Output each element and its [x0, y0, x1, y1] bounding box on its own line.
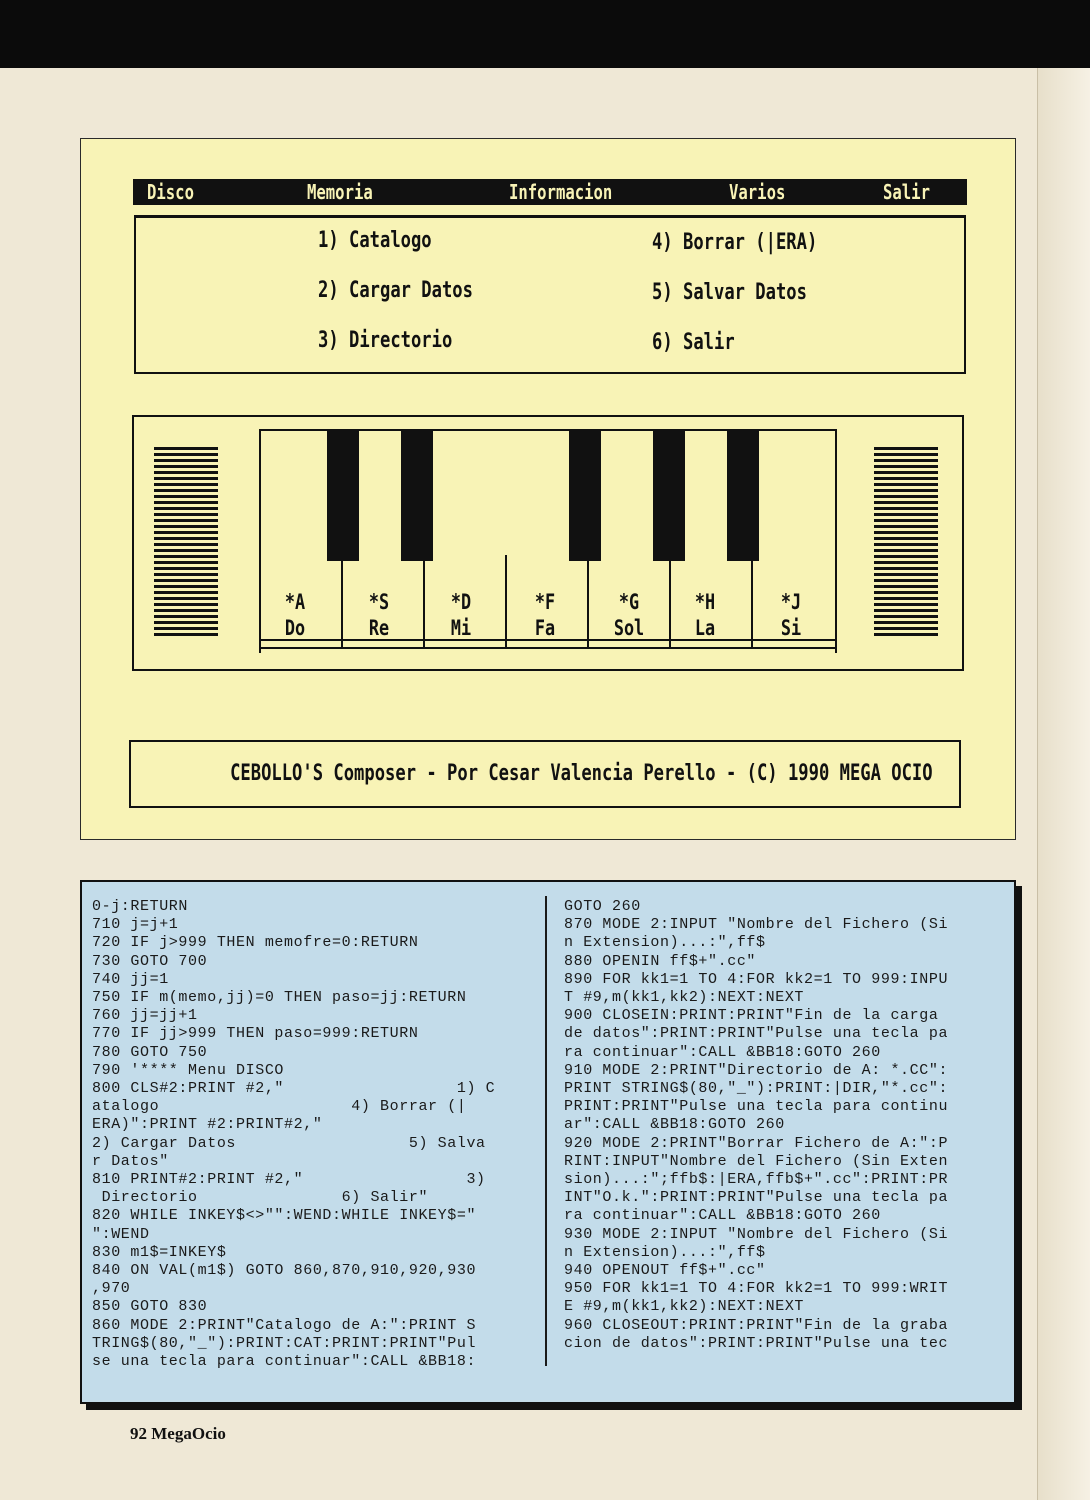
credit-panel	[129, 740, 961, 808]
white-key-divider	[505, 555, 507, 647]
code-line: 840 ON VAL(m1$) GOTO 860,870,910,920,930	[92, 1262, 477, 1280]
code-line: ar":CALL &BB18:GOTO 260	[564, 1116, 785, 1134]
code-line: INT"O.k.":PRINT:PRINT"Pulse una tecla pa	[564, 1189, 949, 1207]
menu-memoria[interactable]: Memoria	[307, 180, 373, 204]
next-page-edge	[1037, 68, 1090, 1500]
menu-item-salvar-datos[interactable]: 5) Salvar Datos	[652, 280, 807, 305]
black-key-asharp[interactable]	[727, 431, 759, 561]
key-note: Mi	[450, 616, 472, 640]
key-shortcut: *S	[368, 590, 390, 614]
code-line: 750 IF m(memo,jj)=0 THEN paso=jj:RETURN	[92, 989, 467, 1007]
code-line: 870 MODE 2:INPUT "Nombre del Fichero (Si	[564, 916, 949, 934]
code-line: TRING$(80,"_"):PRINT:CAT:PRINT:PRINT"Pul	[92, 1334, 477, 1352]
white-key-divider	[341, 555, 343, 647]
code-line: 2) Cargar Datos 5) Salva	[92, 1134, 486, 1152]
code-line: 900 CLOSEIN:PRINT:PRINT"Fin de la carga	[564, 1007, 939, 1025]
key-shortcut: *J	[780, 590, 802, 614]
code-line: n Extension)...:",ff$	[564, 934, 766, 952]
piano-keyboard	[259, 429, 837, 653]
code-line: 780 GOTO 750	[92, 1043, 208, 1061]
listing-right-column	[564, 898, 948, 1353]
code-line: RINT:INPUT"Nombre del Fichero (Sin Exten	[564, 1152, 949, 1170]
key-shortcut: *F	[534, 590, 556, 614]
code-line: 850 GOTO 830	[92, 1298, 208, 1316]
code-line: 730 GOTO 700	[92, 952, 208, 970]
code-line: 740 jj=1	[92, 970, 169, 988]
left-level-meter	[154, 447, 218, 639]
key-note: Fa	[534, 616, 556, 640]
code-line: de datos":PRINT:PRINT"Pulse una tecla pa	[564, 1025, 949, 1043]
code-line: r Datos"	[92, 1152, 169, 1170]
code-line: 0-j:RETURN	[92, 898, 189, 915]
black-key-gsharp[interactable]	[653, 431, 685, 561]
black-key-fsharp[interactable]	[569, 431, 601, 561]
code-line: ,970	[92, 1280, 131, 1298]
key-shortcut: *G	[618, 590, 640, 614]
white-key-si[interactable]	[767, 589, 815, 641]
white-key-divider	[423, 555, 425, 647]
key-shortcut: *D	[450, 590, 472, 614]
code-line: 920 MODE 2:PRINT"Borrar Fichero de A:":P	[564, 1134, 949, 1152]
menu-item-catalogo[interactable]: 1) Catalogo	[318, 228, 432, 253]
white-key-divider	[751, 555, 753, 647]
menu-varios[interactable]: Varios	[729, 180, 786, 204]
code-line: 770 IF jj>999 THEN paso=999:RETURN	[92, 1025, 419, 1043]
code-line: ":WEND	[92, 1225, 150, 1243]
white-key-fa[interactable]	[521, 589, 569, 641]
menu-item-borrar[interactable]: 4) Borrar (|ERA)	[652, 230, 818, 255]
code-line: PRINT:PRINT"Pulse una tecla para continu	[564, 1098, 949, 1116]
menu-disco[interactable]: Disco	[147, 180, 194, 204]
code-line: sion)...:";ffb$:|ERA,ffb$+".cc":PRINT:PR	[564, 1171, 949, 1189]
code-line: n Extension)...:",ff$	[564, 1243, 766, 1261]
code-line: atalogo 4) Borrar (|	[92, 1098, 467, 1116]
code-line: 760 jj=jj+1	[92, 1007, 198, 1025]
code-line: Directorio 6) Salir"	[92, 1189, 429, 1207]
code-line: ra continuar":CALL &BB18:GOTO 260	[564, 1207, 881, 1225]
code-line: 890 FOR kk1=1 TO 4:FOR kk2=1 TO 999:INPU	[564, 970, 949, 988]
key-note: Sol	[613, 616, 645, 640]
key-shortcut: *A	[284, 590, 306, 614]
code-line: 860 MODE 2:PRINT"Catalogo de A:":PRINT S	[92, 1316, 477, 1334]
white-key-mi[interactable]	[437, 589, 485, 641]
listing-left-column	[92, 898, 495, 1371]
code-line: 720 IF j>999 THEN memofre=0:RETURN	[92, 934, 419, 952]
column-divider	[545, 896, 547, 1366]
disco-menu-panel	[134, 215, 966, 374]
code-line: 800 CLS#2:PRINT #2," 1) C	[92, 1080, 496, 1098]
code-line: 790 '**** Menu DISCO	[92, 1061, 285, 1079]
menu-bar	[133, 179, 967, 205]
code-line: E #9,m(kk1,kk2):NEXT:NEXT	[564, 1298, 805, 1316]
white-key-re[interactable]	[355, 589, 403, 641]
code-line: 810 PRINT#2:PRINT #2," 3)	[92, 1171, 486, 1189]
piano-panel	[132, 415, 964, 671]
white-key-do[interactable]	[271, 589, 319, 641]
code-line: se una tecla para continuar":CALL &BB18:	[92, 1353, 477, 1371]
keyboard-baseline-2	[261, 647, 835, 649]
code-line: 910 MODE 2:PRINT"Directorio de A: *.CC":	[564, 1061, 949, 1079]
code-line: 710 j=j+1	[92, 916, 179, 934]
white-key-divider	[669, 555, 671, 647]
code-line: 960 CLOSEOUT:PRINT:PRINT"Fin de la graba	[564, 1316, 949, 1334]
menu-item-cargar-datos[interactable]: 2) Cargar Datos	[318, 278, 473, 303]
menu-informacion[interactable]: Informacion	[509, 180, 613, 204]
code-line: ra continuar":CALL &BB18:GOTO 260	[564, 1043, 881, 1061]
credit-line	[131, 742, 959, 806]
key-note: Re	[368, 616, 390, 640]
code-line: 820 WHILE INKEY$<>"":WEND:WHILE INKEY$="	[92, 1207, 477, 1225]
key-note: Do	[284, 616, 306, 640]
white-key-la[interactable]	[681, 589, 729, 641]
white-key-divider	[587, 555, 589, 647]
credit-text: CEBOLLO'S Composer - Por Cesar Valencia Perello - (C) 1990 MEGA OCIO	[230, 761, 933, 786]
white-key-sol[interactable]	[605, 589, 653, 641]
menu-salir[interactable]: Salir	[883, 180, 930, 204]
code-line: 880 OPENIN ff$+".cc"	[564, 952, 757, 970]
code-line: GOTO 260	[564, 898, 641, 915]
code-line: cion de datos":PRINT:PRINT"Pulse una tec	[564, 1334, 949, 1352]
code-line: T #9,m(kk1,kk2):NEXT:NEXT	[564, 989, 805, 1007]
key-note: Si	[780, 616, 802, 640]
code-line: 930 MODE 2:INPUT "Nombre del Fichero (Si	[564, 1225, 949, 1243]
code-line: 830 m1$=INKEY$	[92, 1243, 227, 1261]
menu-item-directorio[interactable]: 3) Directorio	[318, 328, 453, 353]
code-line: ERA)":PRINT #2:PRINT#2,"	[92, 1116, 323, 1134]
key-note: La	[694, 616, 716, 640]
menu-item-salir[interactable]: 6) Salir	[652, 330, 735, 355]
right-level-meter	[874, 447, 938, 639]
black-key-csharp[interactable]	[327, 431, 359, 561]
program-screenshot	[80, 138, 1016, 840]
black-key-dsharp[interactable]	[401, 431, 433, 561]
key-shortcut: *H	[694, 590, 716, 614]
page-footer: 92 MegaOcio	[130, 1424, 226, 1443]
code-line: 940 OPENOUT ff$+".cc"	[564, 1262, 766, 1280]
code-line: 950 FOR kk1=1 TO 4:FOR kk2=1 TO 999:WRIT	[564, 1280, 949, 1298]
basic-listing	[80, 880, 1016, 1404]
code-line: PRINT STRING$(80,"_"):PRINT:|DIR,"*.cc":	[564, 1080, 949, 1098]
